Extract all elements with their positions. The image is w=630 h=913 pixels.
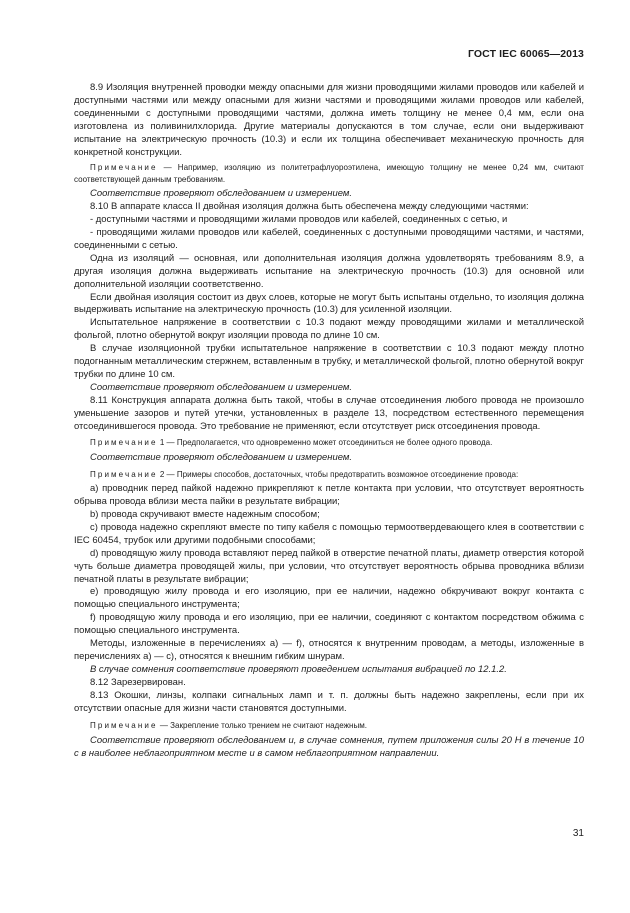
list-item: - доступными частями и проводящими жилами проводов или кабелей, соединенных с сетью, и (90, 214, 508, 226)
paragraph: Методы, изложенные в перечислениях a) — f), относятся к внутренним проводам, а методы, изложенные в перечислениях a) — c), относятся к внешним гибким шнурам. (74, 638, 584, 662)
compliance-line: Соответствие проверяют обследованием и, в случае сомнения, путем приложения силы 20 Н в течение 10 с в наиболее неблагоприятном месте и в самом неблагоприятном направлении. (74, 734, 584, 759)
note-text: — Закрепление только трением не считают надежным. (159, 720, 368, 730)
paragraph: В случае изоляционной трубки испытательное напряжение в соответствии с 10.3 подают между плотно подогнанным металлическим стержнем, вставленным в трубку, и металлической фольгой, плотно обернутой вокруг трубки по длине 10 см. (74, 343, 584, 380)
note-label: Примечание (90, 720, 158, 730)
list-item: f) проводящую жилу провода и его изоляцию, при ее наличии, соединяют с контактом посредством обжима с помощью специального инструмента. (74, 612, 584, 637)
list-item: b) провода скручивают вместе надежным способом; (90, 509, 320, 520)
note-text: — Например, изоляцию из политетрафлуороэтилена, имеющую толщину не менее 0,24 мм, считают соответствующей данным требованиям. (74, 163, 584, 184)
note-label: Примечание (90, 469, 158, 479)
compliance-line: Соответствие проверяют обследованием и измерением. (90, 188, 352, 200)
document-body (74, 82, 584, 761)
list-item: a) проводник перед пайкой надежно прикрепляют к петле контакта при условии, что отсутствует вероятность обрыва провода вблизи места пайки в результате вибрации; (74, 483, 584, 508)
compliance-line: В случае сомнения соответствие проверяют проведением испытания вибрацией по 12.1.2. (90, 663, 507, 675)
note (74, 162, 584, 185)
page-number: 31 (572, 828, 584, 839)
note-1 (74, 437, 584, 448)
list-item: d) проводящую жилу провода вставляют перед пайкой в отверстие печатной платы, диаметр отверстия которой чуть больше диаметра проводящей жилы, при условии, что отсутствует вероятность обрыва проводника вблизи печатной платы в результате вибрации; (74, 547, 584, 585)
paragraph-8-10: 8.10 В аппарате класса II двойная изоляция должна быть обеспечена между следующими частями: (90, 201, 529, 213)
note-label: Примечание (90, 163, 158, 173)
compliance-line: Соответствие проверяют обследованием и измерением. (90, 451, 352, 463)
compliance-line: Соответствие проверяют обследованием и измерением. (90, 381, 352, 393)
note-text: 2 — Примеры способов, достаточных, чтобы предотвратить возможное отсоединение провода: (159, 469, 519, 479)
list-item: c) провода надежно скрепляют вместе по типу кабеля с помощью термоотвердевающего клея в соответствии с IEC 60454, трубок или другими подобными способами; (74, 521, 584, 546)
paragraph-8-9: 8.9 Изоляция внутренней проводки между опасными для жизни проводящими жилами проводов или кабелей и доступными частями или между опасными для жизни частями и проводящими жилами проводов или кабелей, соединенными с доступными проводящими частями, должна иметь толщину не менее 0,4 мм, если она изготовлена из поливинилхлорида. Другие материалы допускаются в том случае, если они выдерживают испытание на электрическую прочность (10.3) и если их толщина обеспечивает механическую прочность для конкретной конструкции. (74, 82, 584, 158)
note-2 (74, 469, 584, 480)
paragraph-8-12: 8.12 Зарезервирован. (90, 676, 186, 688)
paragraph-8-13: 8.13 Окошки, линзы, колпаки сигнальных ламп и т. п. должны быть надежно закреплены, если при их отсутствии опасные для жизни части становятся доступными. (74, 689, 584, 714)
note-text: 1 — Предполагается, что одновременно может отсоединиться не более одного провода. (159, 438, 493, 448)
paragraph: Если двойная изоляция состоит из двух слоев, которые не могут быть испытаны отдельно, то изоляция должна выдерживать испытание на электрическую прочность (10.3) для усиленной изоляции. (74, 291, 584, 316)
note-label: Примечание (90, 438, 158, 448)
document-header: ГОСТ IEC 60065—2013 (467, 48, 584, 60)
paragraph-8-11: 8.11 Конструкция аппарата должна быть такой, чтобы в случае отсоединения любого провода не произошло уменьшение зазоров и путей утечки, установленных в разделе 13, посредством естественного перемещения отсоединившегося провода. Это требование не применяют, если отсутствует риск отсоединения провода. (74, 394, 584, 432)
note (74, 720, 584, 731)
paragraph: Одна из изоляций — основная, или дополнительная изоляция должна удовлетворять требованиям 8.9, а другая изоляция должна выдерживать испытание на электрическую прочность (10.3) для основной или дополнительной изоляции соответственно. (74, 252, 584, 290)
paragraph: Испытательное напряжение в соответствии с 10.3 подают между проводящими жилами и металлической фольгой, плотно обернутой вокруг изоляции провода по длине 10 см. (74, 317, 584, 342)
list-item: e) проводящую жилу провода и его изоляцию, при ее наличии, надежно обкручивают вокруг контакта с помощью специального инструмента; (74, 586, 584, 611)
list-item: - проводящими жилами проводов или кабелей, соединенных с доступными проводящими частями, и частями, соединенными с сетью. (74, 226, 584, 251)
